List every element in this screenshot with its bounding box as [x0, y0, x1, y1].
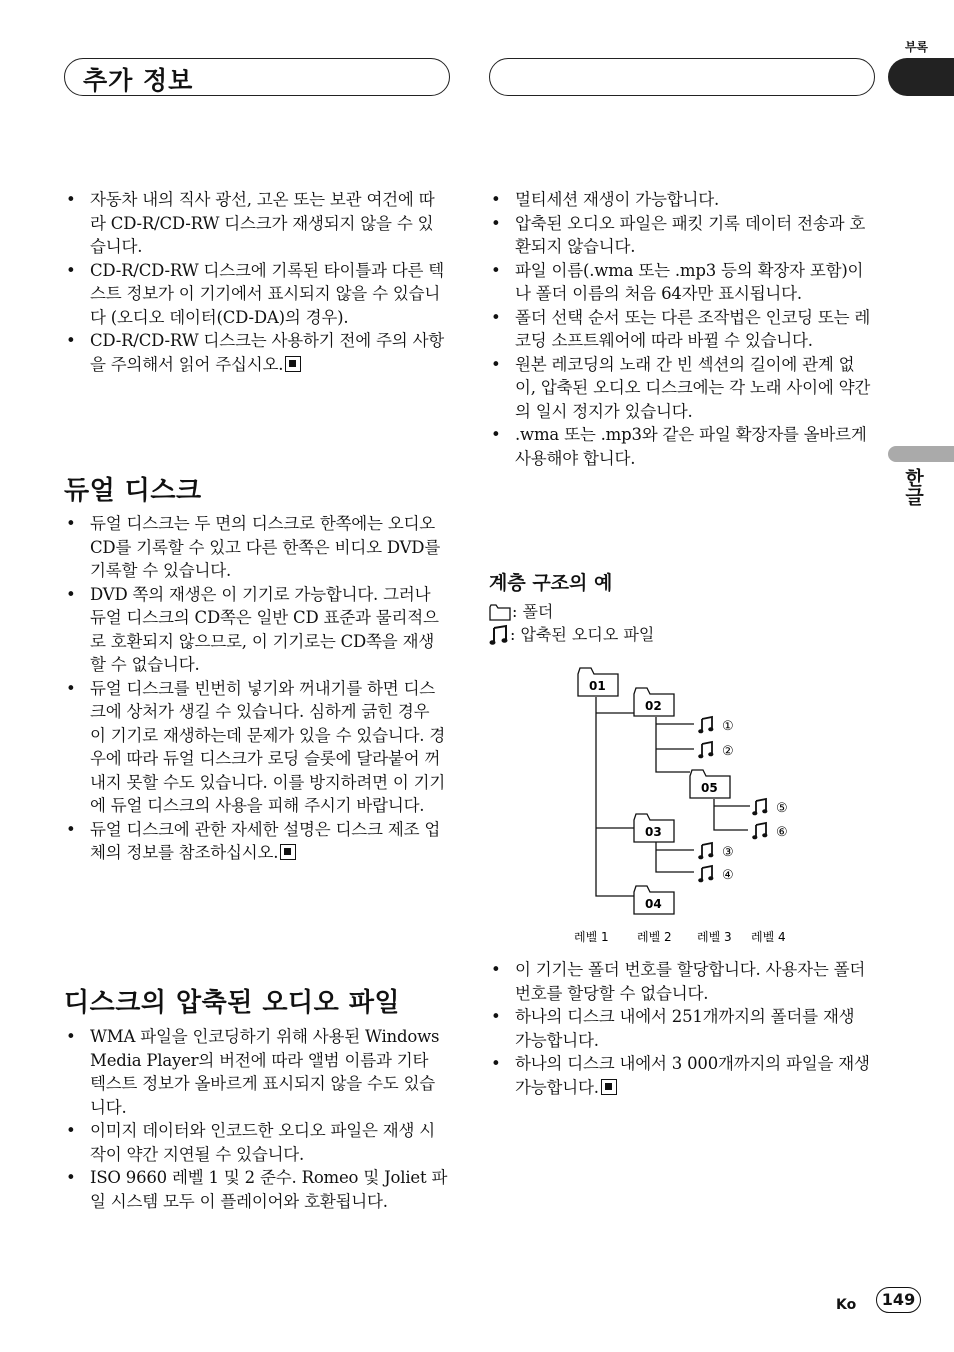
- list-item: • ISO 9660 레벨 1 및 2 준수. Romeo 및 Joliet 파일 시스템 모두 이 플레이어와 호환됩니다.: [64, 1166, 448, 1213]
- list-item-text: 하나의 디스크 내에서 3 000개까지의 파일을 재생 가능합니다.: [515, 1054, 870, 1097]
- legend-folder-text: : 폴더: [512, 602, 554, 621]
- list-item: • 파일 이름(.wma 또는 .mp3 등의 확장자 포함)이나 폴더 이름의 처음 64자만 표시됩니다.: [489, 259, 873, 306]
- playback-notes-bullet-list: [489, 188, 873, 470]
- list-item: [64, 329, 448, 376]
- file-label: ⑤: [776, 801, 788, 816]
- file-label: ⑥: [776, 825, 788, 840]
- level-label: 레벨 1: [574, 930, 609, 944]
- list-item: • 자동차 내의 직사 광선, 고온 또는 보관 여건에 따라 CD-R/CD-RW 디스크가 재생되지 않을 수 있습니다.: [64, 188, 448, 259]
- list-item-text: CD-R/CD-RW 디스크는 사용하기 전에 주의 사항을 주의해서 읽어 주십시오.: [90, 331, 445, 374]
- language-side-text: 한글: [902, 468, 924, 506]
- file-6: [752, 823, 787, 840]
- hierarchy-heading: 계층 구조의 예: [489, 572, 613, 594]
- language-side-tab: [888, 446, 954, 462]
- file-4: [698, 866, 733, 883]
- header-black-tab: [888, 58, 954, 96]
- dual-disc-heading: 듀얼 디스크: [64, 476, 202, 506]
- list-item: • WMA 파일을 인코딩하기 위해 사용된 Windows Media Player의 버전에 따라 앨범 이름과 기타 텍스트 정보가 올바르게 표시되지 않을 수도 있습니다.: [64, 1025, 448, 1119]
- folder-label: 02: [645, 699, 662, 713]
- folder-05: [690, 770, 730, 798]
- file-1: [698, 717, 733, 734]
- folder-label: 01: [589, 679, 606, 693]
- list-item: • .wma 또는 .mp3와 같은 파일 확장자를 올바르게 사용해야 합니다.: [489, 423, 873, 470]
- folder-03: [634, 814, 674, 842]
- compressed-audio-section: [64, 1025, 448, 1213]
- list-item: [64, 818, 448, 865]
- page-number: 149: [876, 1287, 921, 1313]
- chapter-title: 추가 정보: [83, 66, 194, 95]
- list-item: • 듀얼 디스크는 두 면의 디스크로 한쪽에는 오디오 CD를 기록할 수 있고 다른 한쪽은 비디오 DVD를 기록할 수 있습니다.: [64, 512, 448, 583]
- playback-notes-section: [489, 188, 873, 470]
- section-label: 부록: [904, 40, 928, 54]
- compressed-audio-heading: 디스크의 압축된 오디오 파일: [64, 988, 401, 1018]
- folder-numbering-section: [489, 958, 873, 1099]
- legend-file-text: : 압축된 오디오 파일: [510, 625, 655, 644]
- list-item: • CD-R/CD-RW 디스크에 기록된 타이틀과 다른 텍스트 정보가 이 기기에서 표시되지 않을 수 있습니다 (오디오 데이터(CD-DA)의 경우).: [64, 259, 448, 330]
- list-item: • 압축된 오디오 파일은 패킷 기록 데이터 전송과 호환되지 않습니다.: [489, 212, 873, 259]
- list-item: • 원본 레코딩의 노래 간 빈 섹션의 길이에 관계 없이, 압축된 오디오 디스크에는 각 노래 사이에 약간의 일시 정지가 있습니다.: [489, 353, 873, 424]
- folder-hierarchy-diagram: [560, 660, 820, 950]
- list-item: • 폴더 선택 순서 또는 다른 조작법은 인코딩 또는 레코딩 소프트웨어에 따라 바뀔 수 있습니다.: [489, 306, 873, 353]
- file-label: ①: [722, 719, 734, 734]
- file-2: [698, 742, 733, 759]
- end-mark-icon: [601, 1079, 617, 1095]
- file-5: [752, 799, 787, 816]
- dual-disc-section: [64, 512, 448, 865]
- file-label: ③: [722, 845, 734, 860]
- folder-label: 05: [701, 781, 718, 795]
- end-mark-icon: [285, 356, 301, 372]
- chapter-title-pill: [64, 58, 450, 96]
- list-item: • 이미지 데이터와 인코드한 오디오 파일은 재생 시작이 약간 지연될 수 있습니다.: [64, 1119, 448, 1166]
- end-mark-icon: [280, 844, 296, 860]
- file-3: [698, 843, 733, 860]
- level-label: 레벨 4: [751, 930, 786, 944]
- level-label: 레벨 2: [637, 930, 672, 944]
- list-item-text: 듀얼 디스크에 관한 자세한 설명은 디스크 제조 업체의 정보를 참조하십시오.: [90, 819, 441, 862]
- music-note-icon: [489, 624, 509, 646]
- folder-label: 03: [645, 825, 662, 839]
- folder-icon: [489, 603, 511, 621]
- dual-disc-bullet-list: [64, 512, 448, 865]
- folder-04: [634, 886, 674, 914]
- intro-bullet-list: [64, 188, 448, 376]
- list-item: • 멀티세션 재생이 가능합니다.: [489, 188, 873, 212]
- list-item: • DVD 쪽의 재생은 이 기기로 가능합니다. 그러나 듀얼 디스크의 CD쪽은 일반 CD 표준과 물리적으로 호환되지 않으므로, 이 기기로는 CD쪽을 재생할 수 없습니다.: [64, 583, 448, 677]
- list-item: • 듀얼 디스크를 빈번히 넣기와 꺼내기를 하면 디스크에 상처가 생길 수 있습니다. 심하게 긁힌 경우 이 기기로 재생하는데 문제가 있을 수 있습니다. 경우에 따라 듀얼 디스크가 로딩 슬롯에 달라붙어 꺼내지 못할 수도 있습니다. 이를 방지하려면 이 기기에 듀얼 디스크의 사용을 피해 주시기 바랍니다.: [64, 677, 448, 818]
- folder-01: [578, 668, 618, 696]
- file-label: ④: [722, 868, 734, 883]
- legend-file: [489, 624, 654, 646]
- folder-numbering-bullet-list: [489, 958, 873, 1099]
- legend-folder: [489, 601, 553, 623]
- list-item: • 하나의 디스크 내에서 251개까지의 폴더를 재생 가능합니다.: [489, 1005, 873, 1052]
- list-item: • 이 기기는 폴더 번호를 할당합니다. 사용자는 폴더 번호를 할당할 수 없습니다.: [489, 958, 873, 1005]
- level-label: 레벨 3: [697, 930, 732, 944]
- file-label: ②: [722, 744, 734, 759]
- footer-language: Ko: [836, 1297, 857, 1313]
- intro-section: [64, 188, 448, 376]
- folder-02: [634, 688, 674, 716]
- list-item: [489, 1052, 873, 1099]
- folder-label: 04: [645, 897, 662, 911]
- header-empty-pill: [489, 58, 875, 96]
- compressed-audio-bullet-list: [64, 1025, 448, 1213]
